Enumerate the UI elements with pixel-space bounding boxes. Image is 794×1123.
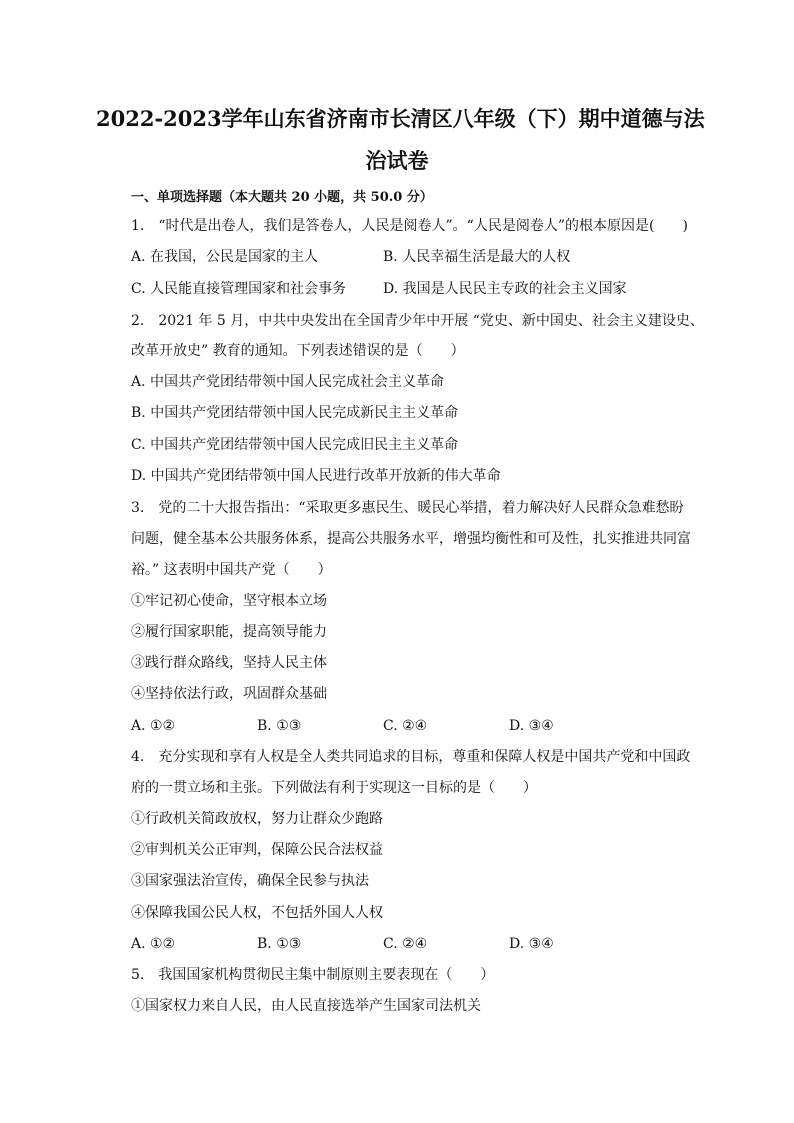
question-4-option-b: B. ①③ [257,936,302,952]
question-2-option-c: C. 中国共产党团结带领中国人民完成旧民主主义革命 [131,437,459,453]
question-1-option-b: B. 人民幸福生活是最大的人权 [383,249,571,265]
exam-title [96,98,705,182]
question-3-option-b: B. ①③ [257,718,302,734]
section-heading: 一、单项选择题（本大题共 20 小题，共 50.0 分） [131,190,433,205]
question-3-option-c: C. ②④ [383,718,428,734]
question-3-item-1: ①牢记初心使命，坚守根本立场 [131,593,327,609]
question-2-option-b: B. 中国共产党团结带领中国人民完成新民主主义革命 [131,405,459,421]
question-4-item-4: ④保障我国公民人权，不包括外国人人权 [131,905,383,921]
question-3-option-d: D. ③④ [509,718,554,734]
question-1-option-c: C. 人民能直接管理国家和社会事务 [131,281,347,297]
question-2-stem-line-2: 改革开放史” 教育的通知。下列表述错误的是（ ） [131,343,465,359]
question-4-option-c: C. ②④ [383,936,428,952]
title-line-1: 2022-2023学年山东省济南市长清区八年级（下）期中道德与法 [96,106,705,131]
question-2-option-d: D. 中国共产党团结带领中国人民进行改革开放新的伟大革命 [131,468,501,484]
question-4-item-2: ②审判机关公正审判，保障公民合法权益 [131,842,383,858]
question-2-option-a: A. 中国共产党团结带领中国人民完成社会主义革命 [131,374,445,390]
question-4-item-1: ①行政机关简政放权，努力让群众少跑路 [131,811,383,827]
question-3-item-2: ②履行国家职能，提高领导能力 [131,624,327,640]
question-3-item-3: ③践行群众路线，坚持人民主体 [131,655,327,671]
question-1-option-d: D. 我国是人民民主专政的社会主义国家 [383,281,627,297]
question-3-item-4: ④坚持依法行政，巩固群众基础 [131,686,327,702]
question-1-option-a: A. 在我国，公民是国家的主人 [131,249,319,265]
question-1-stem: 1. “时代是出卷人，我们是答卷人，人民是阅卷人”。“人民是阅卷人”的根本原因是( ) [131,218,688,234]
question-4-option-a: A. ①② [131,936,176,952]
question-4-option-d: D. ③④ [509,936,554,952]
question-4-stem-line-1: 4. 充分实现和享有人权是全人类共同追求的目标，尊重和保障人权是中国共产党和中国政 [131,749,691,765]
question-2-stem-line-1: 2. 2021 年 5 月，中共中央发出在全国青少年中开展 “党史、新中国史、社会主义建设史、 [131,313,704,329]
question-3-stem-line-1: 3. 党的二十大报告指出：“采取更多惠民生、暖民心举措，着力解决好人民群众急难愁盼 [131,500,684,516]
question-4-item-3: ③国家强法治宣传，确保全民参与执法 [131,873,369,889]
question-4-stem-line-2: 府的一贯立场和主张。下列做法有利于实现这一目标的是（ ） [131,780,537,796]
title-line-2: 治试卷 [365,148,429,173]
question-5-item-1: ①国家权力来自人民，由人民直接选举产生国家司法机关 [131,998,481,1014]
question-3-stem-line-2: 问题，健全基本公共服务体系，提高公共服务水平，增强均衡性和可及性，扎实推进共同富 [131,531,691,547]
question-3-option-a: A. ①② [131,718,176,734]
question-3-stem-line-3: 裕。” 这表明中国共产党（ ） [131,562,332,578]
question-5-stem: 5. 我国国家机构贯彻民主集中制原则主要表现在（ ） [131,967,495,983]
